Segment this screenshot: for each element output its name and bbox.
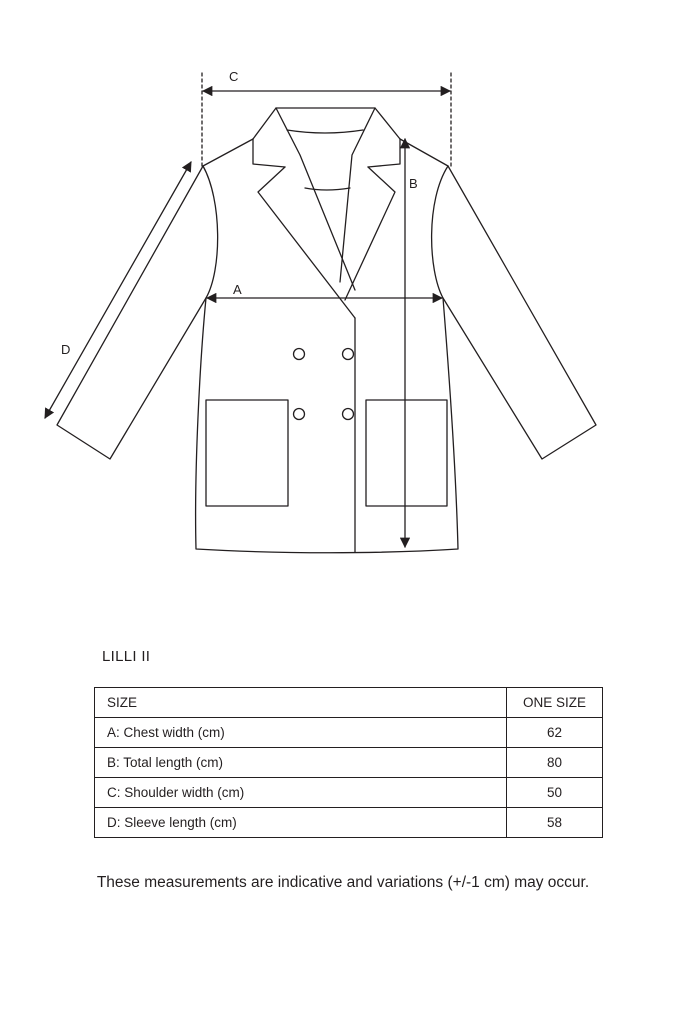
size-column-header: SIZE	[95, 688, 507, 718]
measure-a	[207, 282, 442, 298]
button	[294, 349, 305, 360]
button	[294, 409, 305, 420]
measure-b	[405, 139, 418, 547]
table-row	[95, 718, 603, 748]
measurement-value: 58	[507, 808, 603, 838]
size-table	[94, 687, 603, 838]
label-d: D	[61, 342, 71, 357]
button	[343, 409, 354, 420]
measurement-value: 80	[507, 748, 603, 778]
label-a: A	[233, 282, 242, 297]
table-row	[95, 748, 603, 778]
measurement-label: D: Sleeve length (cm)	[95, 808, 507, 838]
button	[343, 349, 354, 360]
measurement-value: 62	[507, 718, 603, 748]
one-size-column-header: ONE SIZE	[507, 688, 603, 718]
measure-c	[202, 69, 451, 166]
label-b: B	[409, 176, 418, 191]
table-row	[95, 778, 603, 808]
table-header-row	[95, 688, 603, 718]
measurement-value: 50	[507, 778, 603, 808]
measurement-label: C: Shoulder width (cm)	[95, 778, 507, 808]
measure-d	[45, 162, 191, 418]
measurement-label: B: Total length (cm)	[95, 748, 507, 778]
jacket-outline	[57, 108, 596, 553]
table-row	[95, 808, 603, 838]
product-name: LILLI II	[102, 648, 151, 665]
disclaimer-text: These measurements are indicative and variations (+/-1 cm) may occur.	[96, 874, 590, 891]
measurement-label: A: Chest width (cm)	[95, 718, 507, 748]
buttons	[294, 349, 354, 420]
label-c: C	[229, 69, 239, 84]
